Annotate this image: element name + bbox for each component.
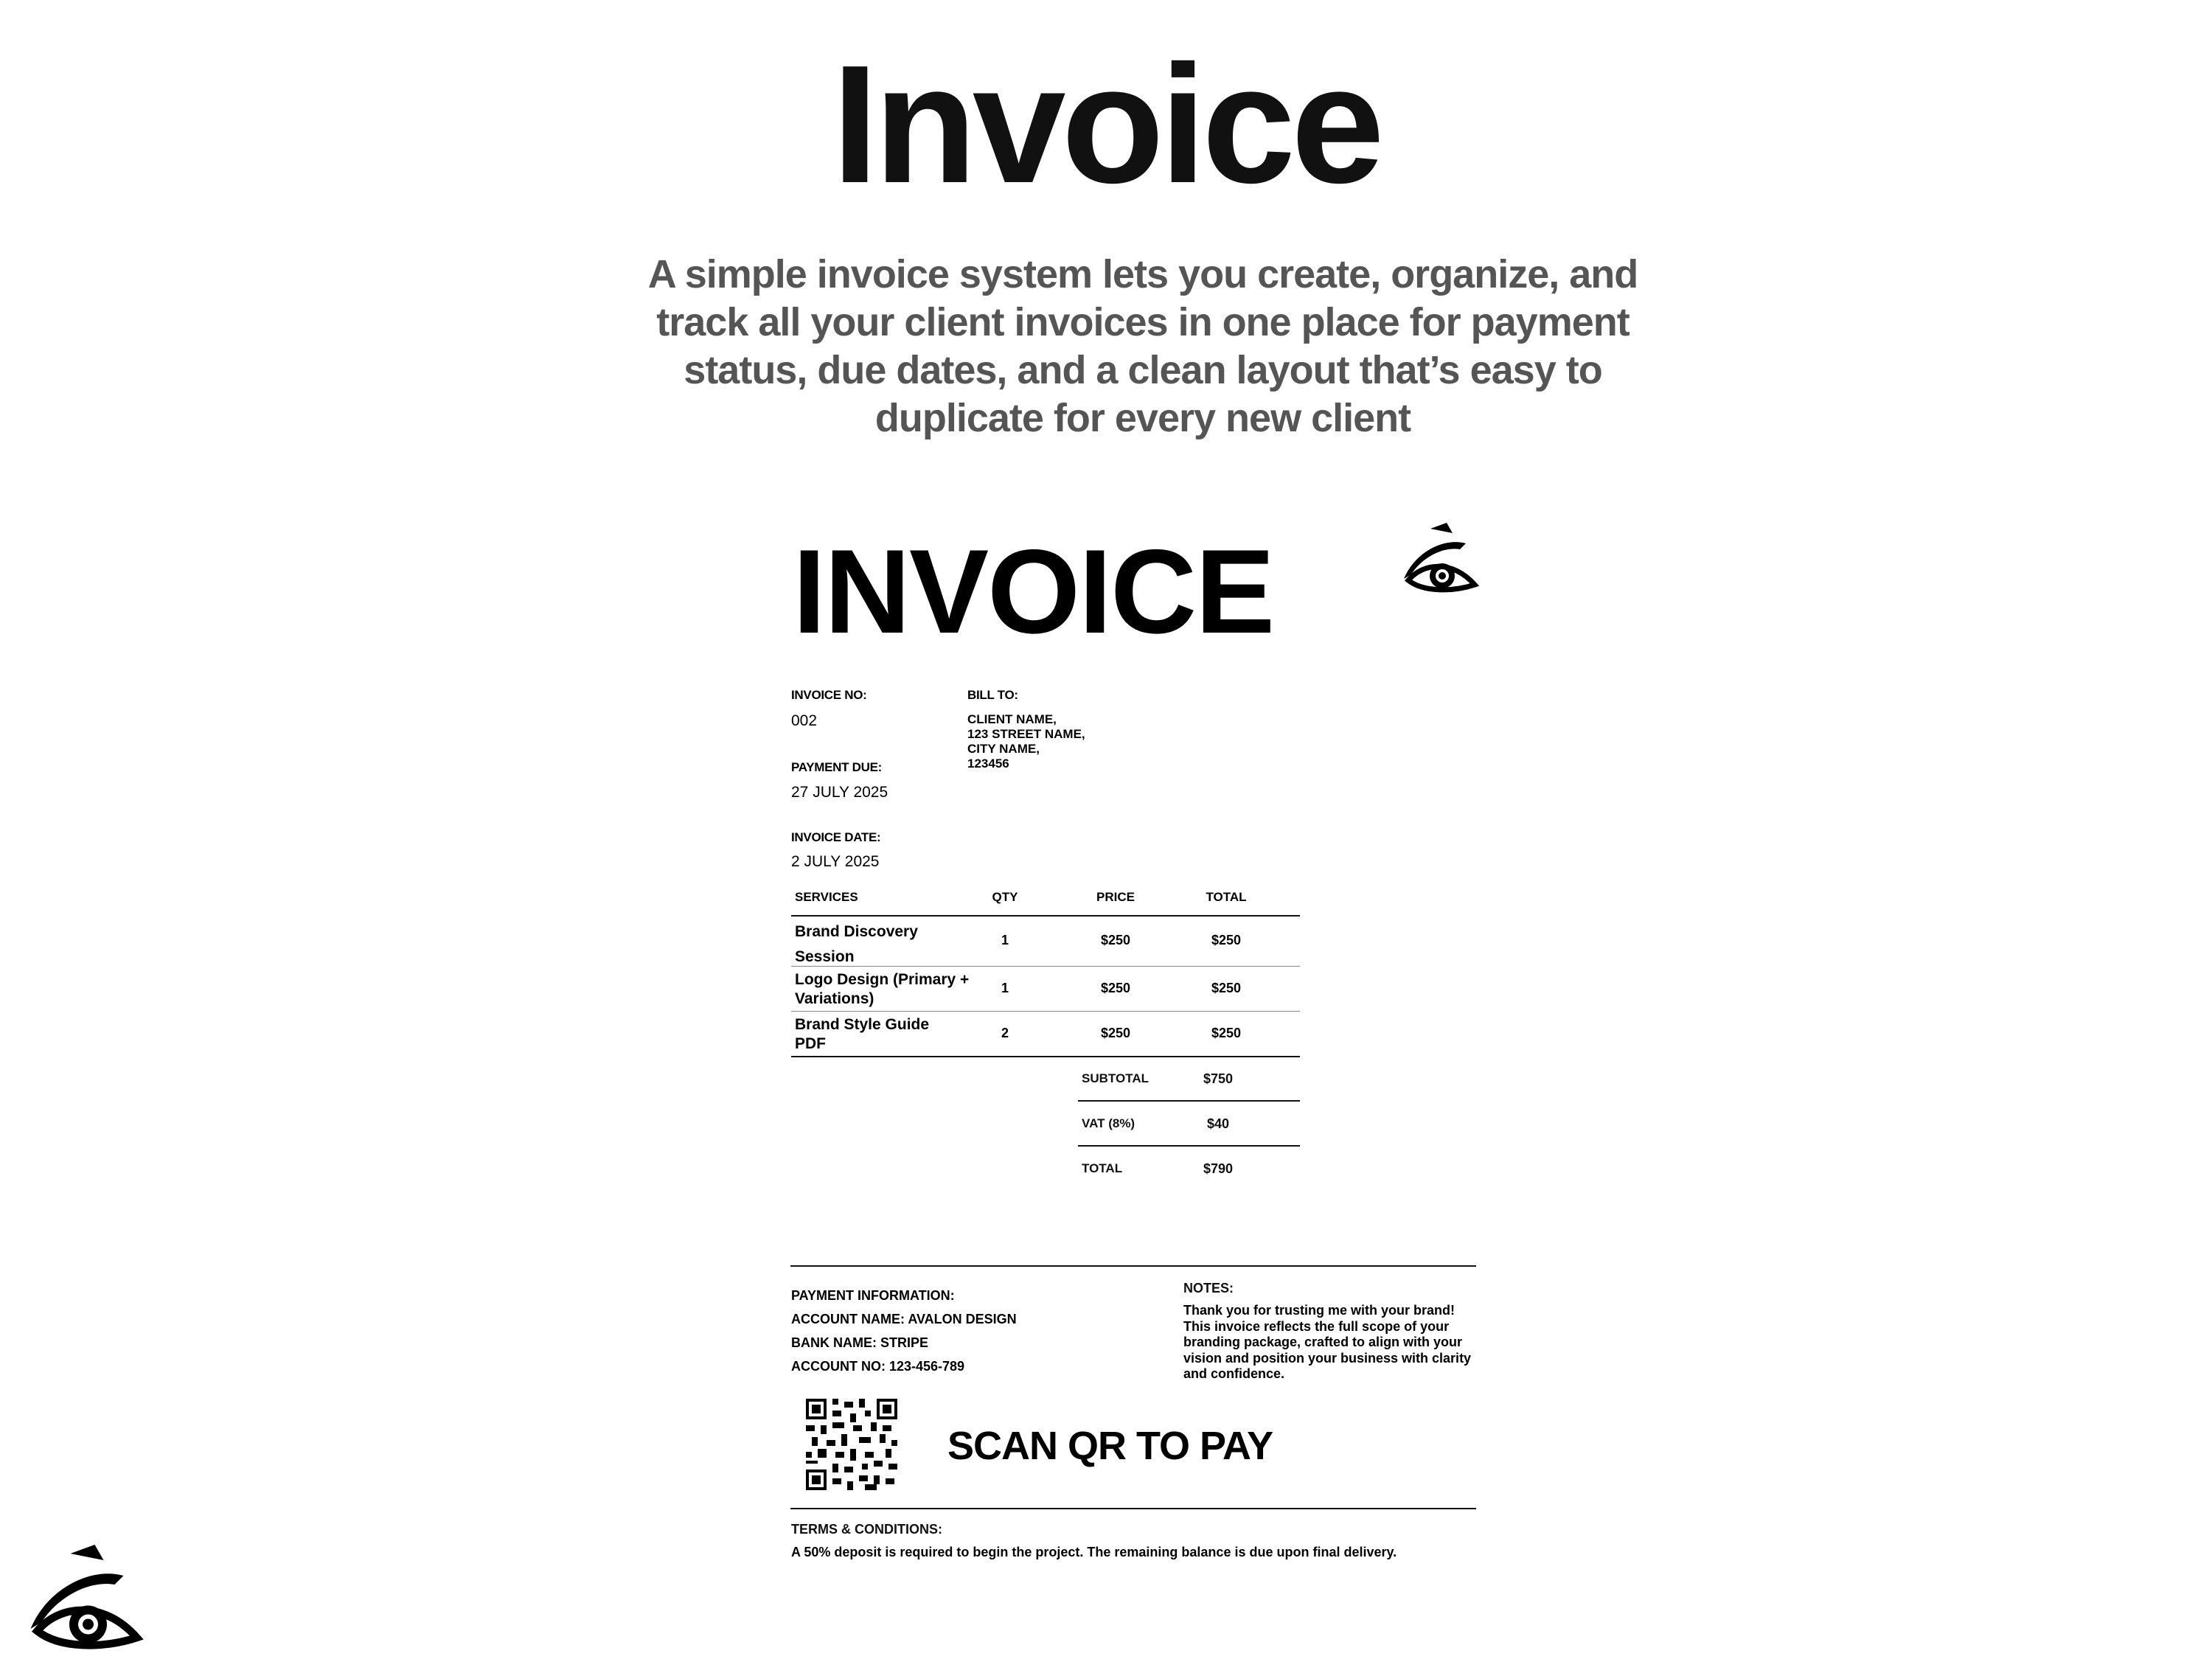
totals-block [1078,1057,1300,1190]
page-subtitle: A simple invoice system lets you create, organize, and track all your client invoices in one place for payment status, due dates, and a clean layout that’s easy to duplicate for every new client [647,252,1638,440]
invoice-heading: INVOICE [793,525,1274,658]
service-qty: 1 [1001,981,1009,995]
total-value: $790 [1203,1161,1234,1176]
bill-to-line: CITY NAME, [967,742,1040,756]
bank-name: BANK NAME: STRIPE [791,1335,929,1350]
vat-value: $40 [1206,1116,1230,1131]
invoice-date-label: INVOICE DATE: [791,830,881,844]
vat-row [1078,1102,1300,1147]
bill-to-address [967,712,1085,771]
service-total: $250 [1211,981,1242,995]
payment-due: 27 JULY 2025 [791,784,888,801]
service-name: Logo Design (Primary + Variations) [795,971,970,1007]
qr-code-icon[interactable] [806,1399,897,1490]
bill-to-label: BILL TO: [967,688,1018,702]
account-no: ACCOUNT NO: 123-456-789 [791,1359,965,1374]
bill-to-line: 123456 [967,757,1009,771]
divider [790,1265,1476,1267]
payment-due-label: PAYMENT DUE: [791,760,882,774]
payment-info-label: PAYMENT INFORMATION: [791,1288,955,1303]
services-table [791,881,1300,1057]
col-total: TOTAL [1206,890,1247,904]
scan-to-pay: SCAN QR TO PAY [947,1424,1273,1468]
total-label: TOTAL [1082,1161,1123,1175]
terms-text: A 50% deposit is required to begin the project. The remaining balance is due upon final delivery. [791,1545,1397,1559]
bill-to-line: CLIENT NAME, [967,712,1057,726]
subtotal-label: SUBTOTAL [1082,1071,1149,1085]
table-row [791,1012,1300,1057]
service-total: $250 [1211,933,1242,947]
notes-text: Thank you for trusting me with your brand! This invoice reflects the full scope of your branding package, crafted to align with your vision and position your business with clarity and confidence. [1183,1303,1472,1381]
invoice-date: 2 JULY 2025 [791,853,880,870]
page-title: Invoice [832,31,1380,218]
col-price: PRICE [1096,890,1135,904]
service-price: $250 [1100,981,1131,995]
service-qty: 1 [1001,933,1009,947]
bill-to-line: 123 STREET NAME, [967,727,1085,741]
invoice-no-label: INVOICE NO: [791,688,867,702]
divider [790,1508,1476,1509]
service-qty: 2 [1001,1026,1009,1040]
invoice-no: 002 [791,712,818,729]
col-qty: QTY [992,890,1018,904]
service-price: $250 [1100,1026,1131,1040]
total-row [1078,1147,1300,1190]
terms-label: TERMS & CONDITIONS: [791,1522,942,1537]
eye-logo-icon [26,1543,144,1653]
table-row [791,967,1300,1012]
table-header [791,881,1300,917]
account-name: ACCOUNT NAME: AVALON DESIGN [791,1312,1017,1326]
service-price: $250 [1100,933,1131,947]
subtotal-row [1078,1057,1300,1102]
table-row [791,917,1300,967]
service-name: Brand Discovery Session [795,923,918,965]
service-name: Brand Style Guide PDF [795,1016,930,1052]
subtotal-value: $750 [1203,1071,1234,1086]
eye-logo-icon [1401,521,1479,595]
vat-label: VAT (8%) [1082,1116,1135,1130]
col-services: SERVICES [795,890,858,904]
notes-label: NOTES: [1183,1281,1234,1295]
service-total: $250 [1211,1026,1242,1040]
